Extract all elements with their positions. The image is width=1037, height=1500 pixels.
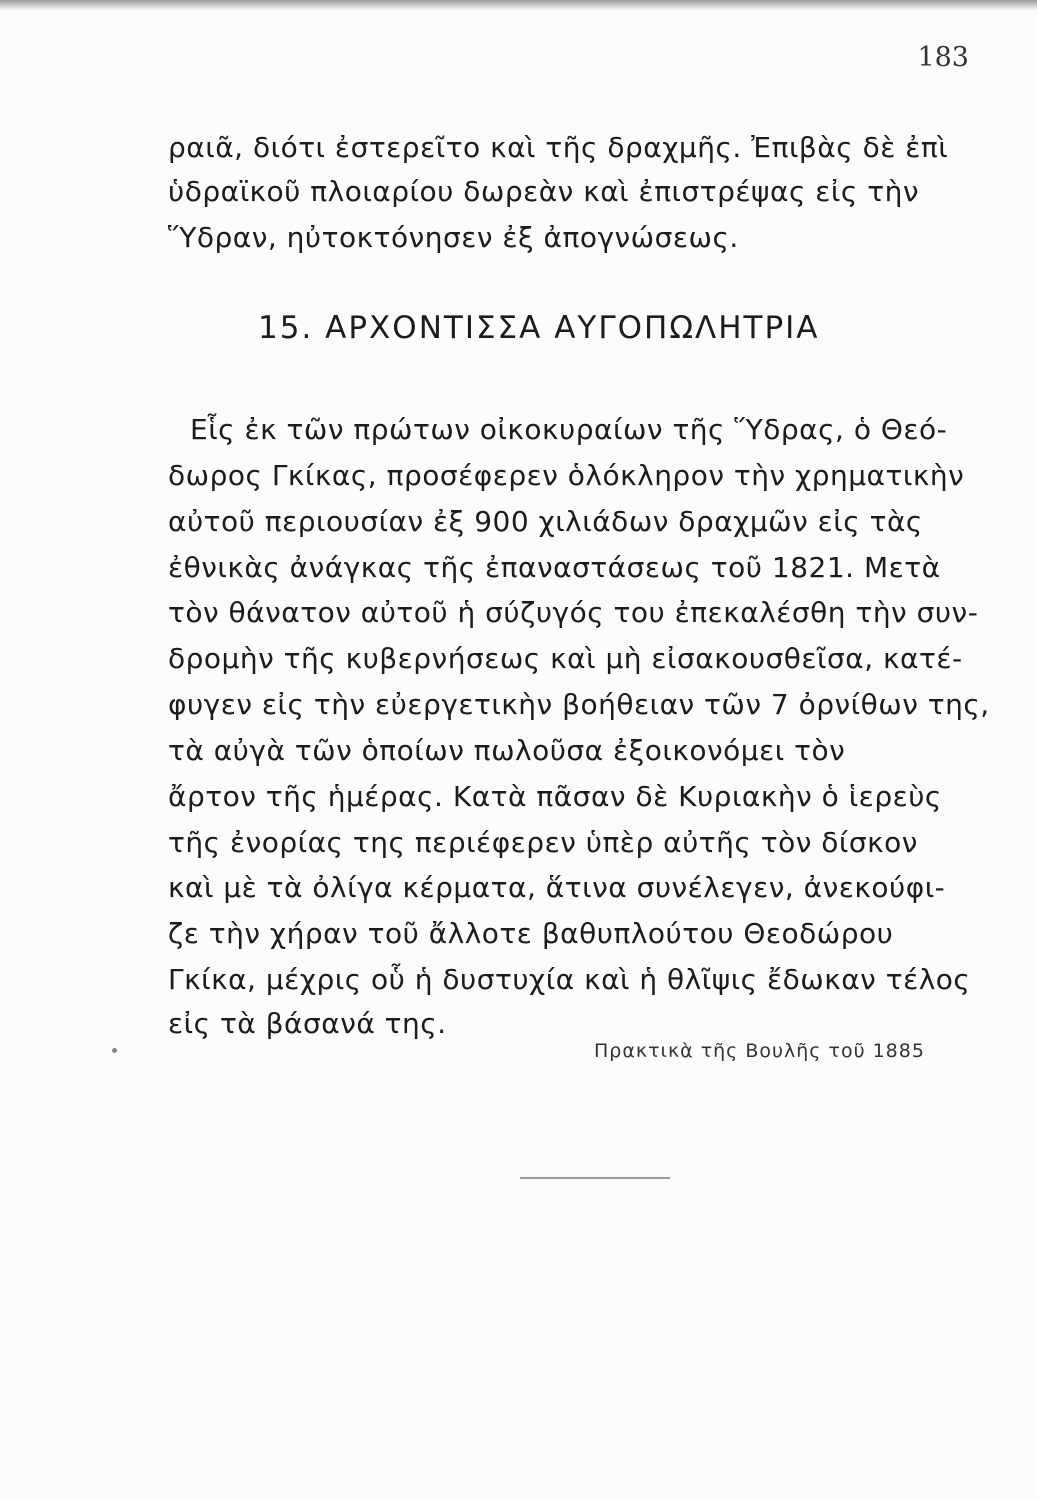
text-line: Γκίκα, μέχρις οὗ ἡ δυστυχία καὶ ἡ θλῖψις ἔδωκαν τέλος xyxy=(168,963,971,996)
text-line: καὶ μὲ τὰ ὀλίγα κέρματα, ἅτινα συνέλεγεν, ἀνεκούφι- xyxy=(168,871,946,904)
text-line: Ὕδραν, ηὐτοκτόνησεν ἐξ ἀπογνώσεως. xyxy=(168,221,739,254)
text-line: δωρος Γκίκας, προσέφερεν ὁλόκληρον τὴν χρηματικὴν xyxy=(168,459,965,492)
text-line: ἐθνικὰς ἀνάγκας τῆς ἐπαναστάσεως τοῦ 1821. Μετὰ xyxy=(168,551,941,584)
text-line: φυγεν εἰς τὴν εὐεργετικὴν βοήθειαν τῶν 7 ὀρνίθων της, xyxy=(168,688,990,721)
text-line: τῆς ἐνορίας της περιέφερεν ὑπὲρ αὐτῆς τὸν δίσκον xyxy=(168,826,918,859)
text-line: ὑδραϊκοῦ πλοιαρίου δωρεὰν καὶ ἐπιστρέψας εἰς τὴν xyxy=(168,175,919,208)
text-line: δρομὴν τῆς κυβερνήσεως καὶ μὴ εἰσακουσθεῖσα, κατέ- xyxy=(168,642,963,675)
text-line: αὐτοῦ περιουσίαν ἐξ 900 χιλιάδων δραχμῶν εἰς τὰς xyxy=(168,505,923,538)
text-line: ζε τὴν χήραν τοῦ ἄλλοτε βαθυπλούτου Θεοδώρου xyxy=(168,917,894,950)
text-line: τὰ αὐγὰ τῶν ὁποίων πωλοῦσα ἐξοικονόμει τὸν xyxy=(168,734,846,767)
bottom-rule xyxy=(520,1177,670,1179)
text-line: ραιᾶ, διότι ἐστερεῖτο καὶ τῆς δραχμῆς. Ἐπιβὰς δὲ ἐπὶ xyxy=(168,131,949,164)
text-line: Εἷς ἐκ τῶν πρώτων οἰκοκυραίων τῆς Ὕδρας, ὁ Θεό- xyxy=(190,413,948,446)
page-top-shadow xyxy=(0,0,1037,10)
print-speck xyxy=(112,1048,117,1053)
text-line: εἰς τὰ βάσανά της. xyxy=(168,1007,447,1040)
section-heading: 15. ΑΡΧΟΝΤΙΣΣΑ ΑΥΓΟΠΩΛΗΤΡΙΑ xyxy=(258,310,820,346)
page-number: 183 xyxy=(917,42,969,73)
text-line: τὸν θάνατον αὐτοῦ ἡ σύζυγός του ἐπεκαλέσθη τὴν συν- xyxy=(168,596,979,629)
source-citation: Πρακτικὰ τῆς Βουλῆς τοῦ 1885 xyxy=(594,1040,925,1062)
text-line: ἄρτον τῆς ἡμέρας. Κατὰ πᾶσαν δὲ Κυριακὴν ὁ ἱερεὺς xyxy=(168,780,942,813)
